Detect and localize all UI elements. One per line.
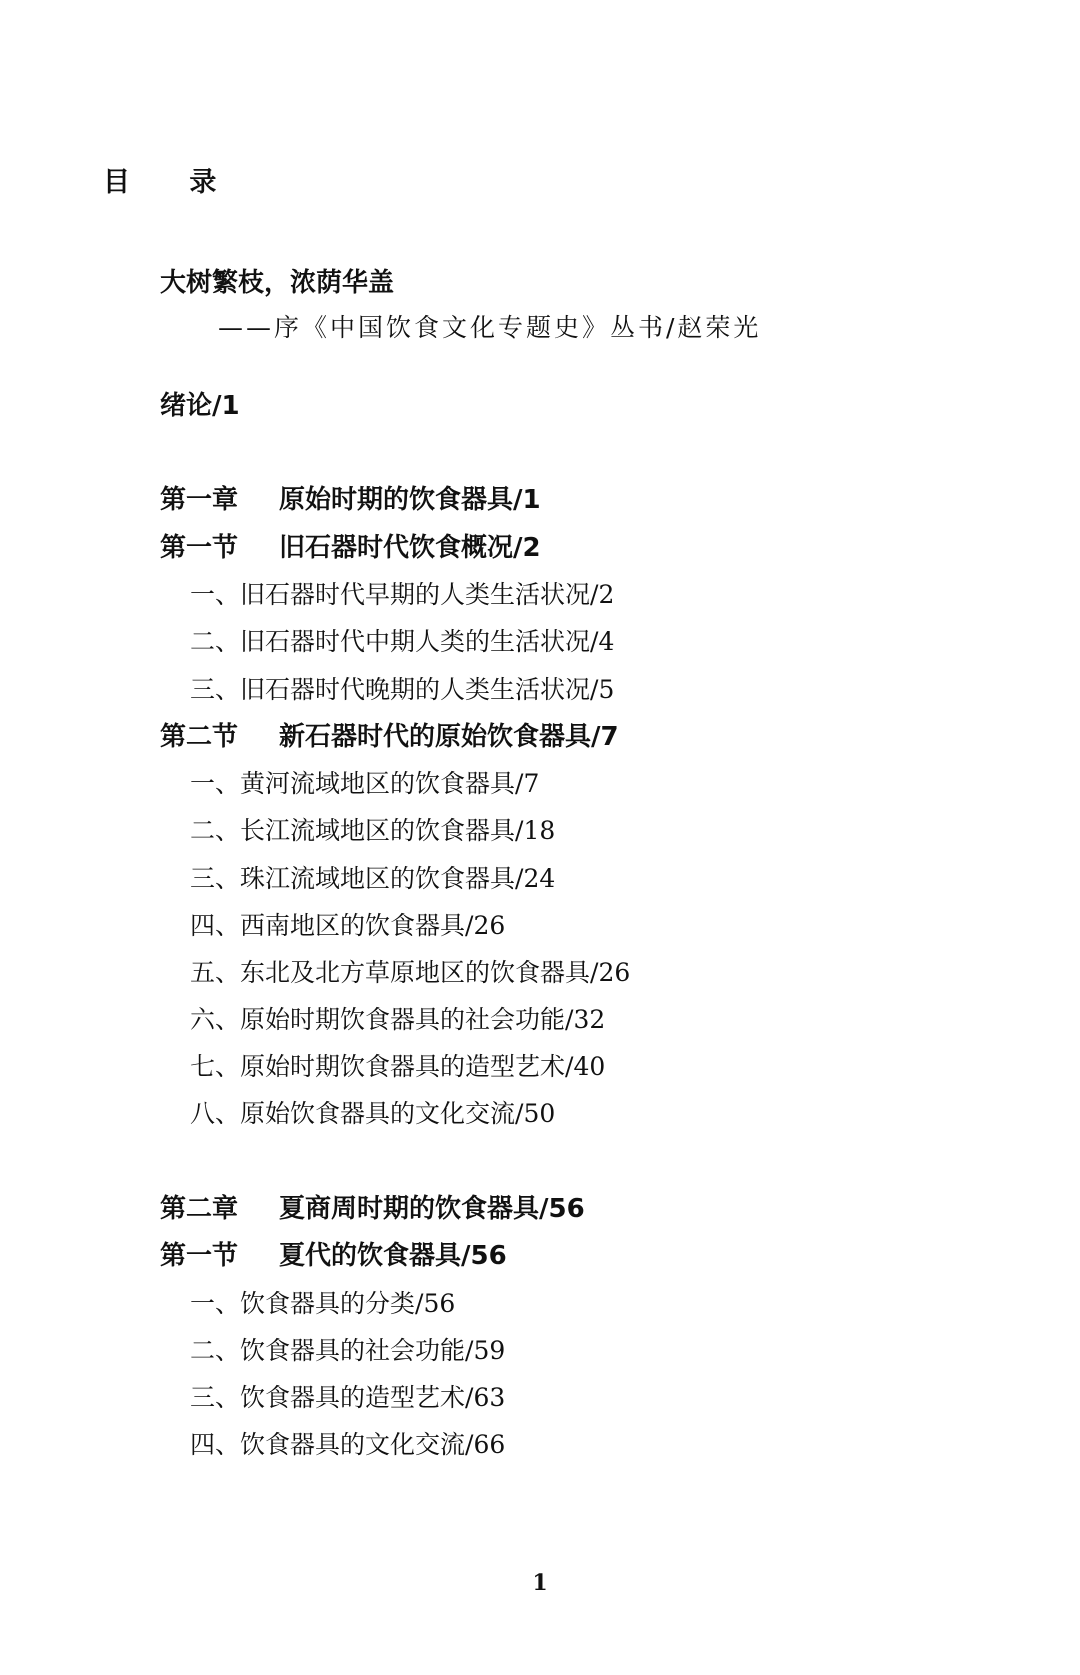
toc-item	[190, 818, 555, 843]
toc-item-label: 一、	[190, 1289, 241, 1318]
toc-chapter-title: 原始时期的饮食器具/1	[279, 485, 541, 515]
toc-item	[190, 913, 505, 938]
toc-item	[190, 1101, 555, 1126]
toc-item-title: 长江流域地区的饮食器具/18	[240, 816, 556, 845]
toc-item-title: 旧石器时代中期人类的生活状况/4	[240, 627, 615, 656]
toc-chapter-title: 夏商周时期的饮食器具/56	[279, 1194, 585, 1224]
toc-item-title: 饮食器具的社会功能/59	[240, 1336, 506, 1365]
toc-chapter	[160, 1196, 585, 1222]
toc-section-title: 新石器时代的原始饮食器具/7	[279, 722, 619, 752]
toc-item	[190, 1007, 605, 1032]
toc-section-title: 旧石器时代饮食概况/2	[279, 533, 541, 563]
toc-item-label: 一、	[190, 769, 241, 798]
toc-item-title: 旧石器时代早期的人类生活状况/2	[240, 580, 615, 609]
toc-item-title: 西南地区的饮食器具/26	[240, 911, 506, 940]
preface-title: 大树繁枝，浓荫华盖	[160, 268, 395, 298]
toc-section	[160, 535, 541, 561]
toc-item	[190, 582, 614, 607]
toc-item-label: 四、	[190, 1430, 241, 1459]
toc-item-label: 三、	[190, 1383, 241, 1412]
toc-item	[190, 677, 614, 702]
toc-item-label: 七、	[190, 1052, 241, 1081]
toc-intro	[160, 393, 240, 419]
toc-item-label: 八、	[190, 1099, 241, 1128]
toc-item-label: 二、	[190, 1336, 241, 1365]
toc-item-label: 五、	[190, 958, 241, 987]
toc-chapter	[160, 487, 541, 513]
toc-item-title: 饮食器具的文化交流/66	[240, 1430, 506, 1459]
toc-item	[190, 960, 630, 985]
toc-item-label: 二、	[190, 816, 241, 845]
toc-item-label: 二、	[190, 627, 241, 656]
toc-item-title: 珠江流域地区的饮食器具/24	[240, 864, 556, 893]
toc-item	[190, 866, 555, 891]
toc-item-title: 东北及北方草原地区的饮食器具/26	[240, 958, 631, 987]
toc-item-title: 饮食器具的造型艺术/63	[240, 1383, 506, 1412]
toc-section-title: 夏代的饮食器具/56	[279, 1241, 507, 1271]
toc-item-label: 一、	[190, 580, 241, 609]
toc-section	[160, 724, 619, 750]
toc-item-title: 饮食器具的分类/56	[240, 1289, 456, 1318]
toc-item-label: 四、	[190, 911, 241, 940]
toc-item-label: 三、	[190, 864, 241, 893]
toc-item	[190, 629, 614, 654]
toc-item-title: 原始时期饮食器具的社会功能/32	[240, 1005, 606, 1034]
page-heading: 目 录	[103, 167, 242, 198]
toc-item	[190, 1054, 605, 1079]
toc-section	[160, 1243, 507, 1269]
toc-item	[190, 771, 539, 796]
toc-item-label: 三、	[190, 675, 241, 704]
toc-item	[190, 1338, 505, 1363]
toc-section-label: 第一节	[160, 1241, 239, 1271]
toc-item-label: 六、	[190, 1005, 241, 1034]
toc-item-title: 旧石器时代晚期的人类生活状况/5	[240, 675, 615, 704]
toc-item-title: 原始时期饮食器具的造型艺术/40	[240, 1052, 606, 1081]
toc-item	[190, 1385, 505, 1410]
toc-item-title: 原始饮食器具的文化交流/50	[240, 1099, 556, 1128]
toc-item	[190, 1291, 455, 1316]
preface-subtitle: ——序《中国饮食文化专题史》丛书/赵荣光	[218, 313, 762, 342]
toc-section-label: 第二节	[160, 722, 239, 752]
toc-item-title: 黄河流域地区的饮食器具/7	[240, 769, 540, 798]
toc-section-label: 第一节	[160, 533, 239, 563]
toc-item	[190, 1432, 505, 1457]
toc-intro-title: 绪论/1	[160, 391, 240, 421]
toc-chapter-label: 第二章	[160, 1194, 239, 1224]
toc-chapter-label: 第一章	[160, 485, 239, 515]
page-number: 1	[532, 1570, 548, 1596]
